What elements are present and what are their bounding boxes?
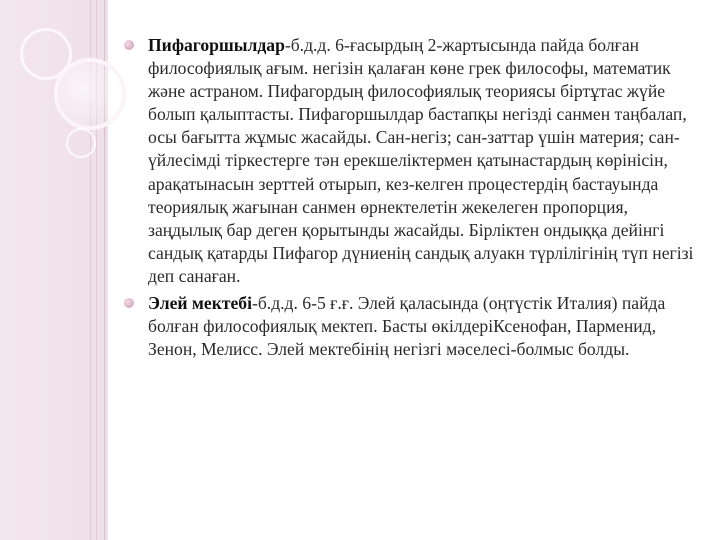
bullet-icon bbox=[124, 40, 134, 50]
bullet-pythagoreans bbox=[122, 34, 694, 288]
decorative-circle bbox=[54, 58, 126, 130]
bullet-text: -б.д.д. 6-ғасырдың 2-жартысында пайда болған философиялық ағым. негізін қалаған көне грек философы, математик және астраном. Пифагордың философиялық теориясы біртұтас жүйе болып қалыптасты. Пифагоршылдар бастапқы негізді санмен таңбалап, осы бағытта жұмыс жасайды. Сан-негіз; сан-заттар үшін материя; сан-үйлесімді тіркестерге тән ерекшеліктермен қатынастардың көрінісін, арақатынасын зерттей отырып, кез-келген процестердің бастауында теориялық жағынан санмен өрнектелетін жекелеген пропорция, заңдылық бар деген қорытынды жасайды. Бірліктен ондыққа дейінгі сандық қатарды Пифагор дүниенің сандық алуакн түрлілігінің түп негізі деп санаған. bbox=[148, 35, 694, 286]
bullet-eleatic-school bbox=[122, 292, 694, 361]
bullet-icon bbox=[124, 298, 134, 308]
decorative-circle bbox=[66, 128, 96, 158]
slide-content bbox=[122, 34, 694, 365]
bullet-text: -б.д.д. 6-5 ғ.ғ. Элей қаласында (оңтүстік Италия) пайда болған философиялық мектеп. Басты өкілдеріКсенофан, Парменид, Зенон, Мелисс. Элей мектебінің негізгі мәселесі-болмыс болды. bbox=[148, 293, 666, 360]
bullet-term: Пифагоршылдар bbox=[148, 35, 285, 55]
bullet-term: Элей мектебі bbox=[148, 293, 252, 314]
